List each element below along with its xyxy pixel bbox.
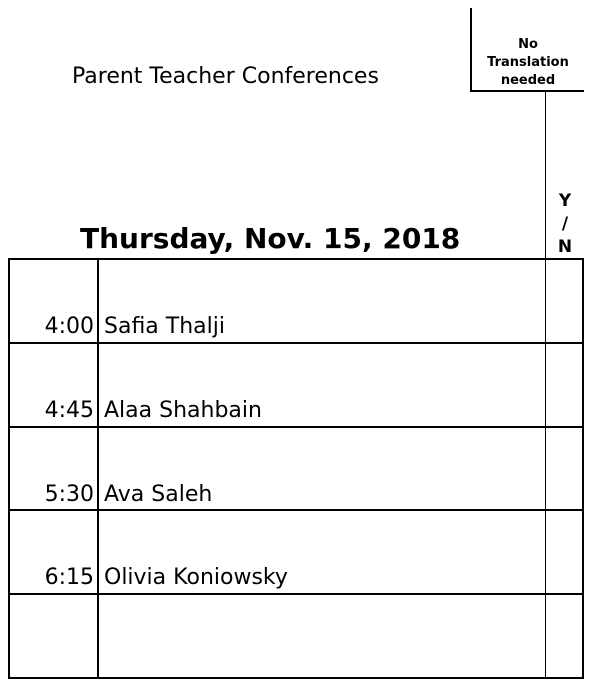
parent-name: Olivia Koniowsky (104, 565, 288, 590)
slot-time: 4:00 (44, 314, 94, 339)
parent-name: Safia Thalji (104, 314, 225, 339)
yes-no-label (546, 190, 584, 259)
row-divider (8, 426, 584, 428)
translation-note-line: Translation (487, 55, 569, 70)
row-divider (8, 509, 584, 511)
slot-time: 6:15 (44, 565, 94, 590)
parent-name: Alaa Shahbain (104, 398, 262, 423)
yes-no-letter: / (561, 214, 569, 234)
translation-note-line: No (518, 37, 538, 52)
slot-time: 5:30 (44, 482, 94, 507)
translation-note (472, 36, 584, 90)
yes-no-letter: Y (558, 191, 572, 211)
table-border-bottom (8, 677, 584, 679)
row-divider (8, 342, 584, 344)
table-border-right (582, 259, 584, 679)
translation-note-line: needed (500, 73, 556, 88)
yes-no-letter: N (557, 237, 573, 257)
table-border-top (8, 258, 584, 260)
slot-time: 4:45 (44, 398, 94, 423)
table-column-divider (97, 259, 99, 679)
parent-name: Ava Saleh (104, 482, 213, 507)
yn-column-divider (545, 92, 546, 679)
row-divider (8, 593, 584, 595)
page-title: Parent Teacher Conferences (72, 64, 379, 89)
conference-date: Thursday, Nov. 15, 2018 (80, 222, 461, 255)
